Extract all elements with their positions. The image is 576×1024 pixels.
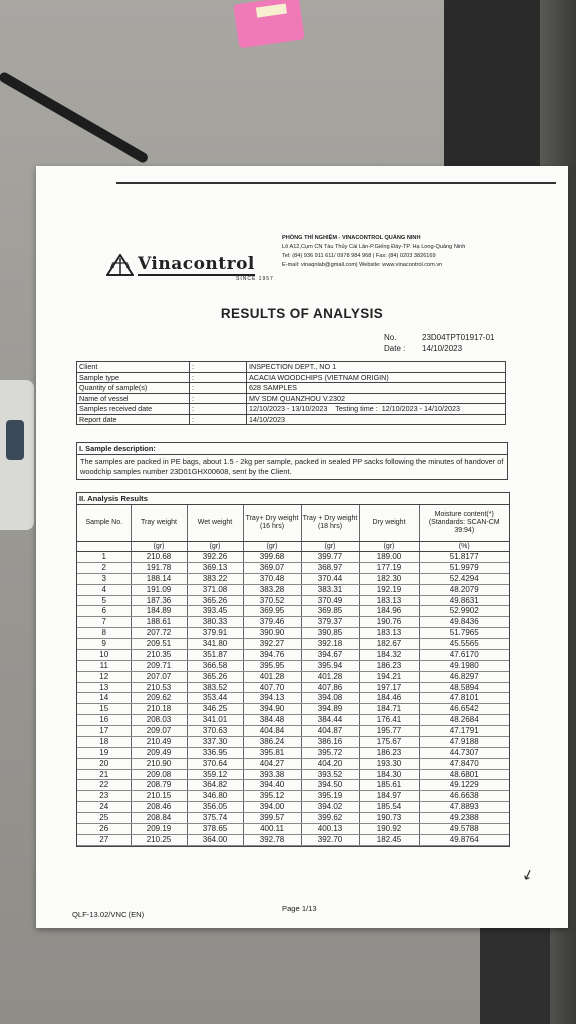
col-header: Tray weight [131,505,187,542]
table-cell: 14 [77,693,131,704]
table-cell: 207.72 [131,628,187,639]
table-cell: 404.20 [301,758,359,769]
table-cell: 13 [77,682,131,693]
table-cell: 394.50 [301,780,359,791]
table-cell: 49.1229 [419,780,509,791]
table-cell: 16 [77,715,131,726]
info-row: Sample type : ACACIA WOODCHIPS (VIETNAM ORIGIN) [77,372,506,383]
table-cell: 390.85 [301,628,359,639]
table-cell: 209.07 [131,726,187,737]
description-heading: I. Sample description: [77,443,507,455]
table-cell: 401.28 [243,671,301,682]
table-cell: 209.19 [131,823,187,834]
table-cell: 209.08 [131,769,187,780]
table-cell: 401.28 [301,671,359,682]
table-cell: 190.76 [359,617,419,628]
table-cell: 177.19 [359,562,419,573]
lab-email: E-mail: vinaqnlab@gmail.com| Website: www.vinacontrol.com.vn [282,262,443,268]
table-cell: 189.00 [359,552,419,563]
info-value: ACACIA WOODCHIPS (VIETNAM ORIGIN) [247,372,506,383]
table-row [77,595,509,606]
table-cell: 370.52 [243,595,301,606]
table-cell: 51.8177 [419,552,509,563]
table-cell: 392.27 [243,639,301,650]
table-cell: 48.2684 [419,715,509,726]
table-cell: 394.00 [243,802,301,813]
table-cell: 404.87 [301,726,359,737]
table-row [77,791,509,802]
info-row: Name of vessel : MV SDM QUANZHOU V.2302 [77,393,506,404]
table-cell: 392.26 [187,552,243,563]
table-cell: 400.11 [243,823,301,834]
table-cell: 394.76 [243,649,301,660]
table-row [77,813,509,824]
table-cell: 7 [77,617,131,628]
table-cell: 369.13 [187,562,243,573]
testing-time-value: 12/10/2023 - 14/10/2023 [381,404,461,414]
table-cell: 184.97 [359,791,419,802]
table-cell: 365.26 [187,595,243,606]
table-cell: 368.97 [301,562,359,573]
table-cell: 380.33 [187,617,243,628]
table-cell: 209.62 [131,693,187,704]
table-cell: 399.57 [243,813,301,824]
date-label: Date : [384,344,406,353]
unit-cell: (gr) [359,542,419,552]
table-row [77,780,509,791]
table-cell: 15 [77,704,131,715]
report-date: 14/10/2023 [422,344,463,353]
table-cell: 20 [77,758,131,769]
info-table [76,361,506,425]
table-cell: 369.95 [243,606,301,617]
table-row [77,606,509,617]
table-cell: 346.25 [187,704,243,715]
table-cell: 210.15 [131,791,187,802]
table-cell: 209.49 [131,747,187,758]
table-cell: 399.62 [301,813,359,824]
results-table [77,505,509,846]
table-row [77,704,509,715]
unit-cell: (gr) [243,542,301,552]
table-cell: 366.58 [187,660,243,671]
report-meta [384,332,495,354]
table-cell: 184.71 [359,704,419,715]
info-label: Client [77,362,190,373]
table-cell: 49.8436 [419,617,509,628]
table-cell: 191.09 [131,584,187,595]
table-cell: 176.41 [359,715,419,726]
table-row [77,649,509,660]
header-rule [116,182,556,184]
table-cell: 18 [77,736,131,747]
table-row [77,736,509,747]
table-cell: 8 [77,628,131,639]
table-cell: 182.45 [359,834,419,845]
table-cell: 365.26 [187,671,243,682]
table-cell: 48.5894 [419,682,509,693]
info-value: MV SDM QUANZHOU V.2302 [247,393,506,404]
table-cell: 337.30 [187,736,243,747]
page-number: Page 1/13 [282,904,317,913]
table-cell: 51.7965 [419,628,509,639]
table-cell: 393.52 [301,769,359,780]
col-header: Moisture content(*) (Standards: SCAN-CM 39:94) [419,505,509,542]
table-cell: 190.92 [359,823,419,834]
table-cell: 208.03 [131,715,187,726]
table-cell: 356.05 [187,802,243,813]
table-cell: 383.22 [187,573,243,584]
table-cell: 11 [77,660,131,671]
table-cell: 370.49 [301,595,359,606]
table-cell: 394.67 [301,649,359,660]
table-row [77,552,509,563]
table-cell: 47.8470 [419,758,509,769]
scales-icon [106,254,134,276]
lab-contact [282,234,572,270]
table-cell: 22 [77,780,131,791]
table-cell: 52.4294 [419,573,509,584]
table-row [77,617,509,628]
vinacontrol-logo [106,252,278,278]
unit-cell: (gr) [301,542,359,552]
table-cell: 390.90 [243,628,301,639]
table-cell: 1 [77,552,131,563]
table-cell: 383.31 [301,584,359,595]
table-cell: 183.13 [359,595,419,606]
table-cell: 395.19 [301,791,359,802]
lab-name: PHÒNG THÍ NGHIỆM - VINACONTROL QUẢNG NINH [282,235,421,241]
table-cell: 47.8101 [419,693,509,704]
info-row: Samples received date : 12/10/2023 - 13/10/2023 Testing time : 12/10/2023 - 14/10/2023 [77,404,506,415]
table-cell: 183.13 [359,628,419,639]
table-cell: 47.8893 [419,802,509,813]
table-cell: 394.40 [243,780,301,791]
table-cell: 404.27 [243,758,301,769]
table-cell: 182.30 [359,573,419,584]
unit-cell [77,542,131,552]
table-cell: 195.77 [359,726,419,737]
table-row [77,834,509,845]
table-cell: 184.32 [359,649,419,660]
testing-time-label: Testing time : [335,404,378,414]
table-cell: 49.2388 [419,813,509,824]
table-cell: 209.51 [131,639,187,650]
table-cell: 188.61 [131,617,187,628]
table-cell: 46.8297 [419,671,509,682]
table-cell: 9 [77,639,131,650]
table-cell: 208.79 [131,780,187,791]
info-row: Report date : 14/10/2023 [77,414,506,425]
table-cell: 383.28 [243,584,301,595]
no-label: No. [384,333,397,342]
table-cell: 369.85 [301,606,359,617]
table-cell: 197.17 [359,682,419,693]
device-edge [0,380,34,530]
table-cell: 392.70 [301,834,359,845]
table-cell: 184.46 [359,693,419,704]
info-row: Client : INSPECTION DEPT., NO 1 [77,362,506,373]
table-cell: 17 [77,726,131,737]
table-cell: 6 [77,606,131,617]
info-label: Samples received date [77,404,190,415]
table-row [77,562,509,573]
table-cell: 394.02 [301,802,359,813]
table-cell: 188.14 [131,573,187,584]
table-row [77,660,509,671]
table-cell: 399.77 [301,552,359,563]
info-value: 628 SAMPLES [247,383,506,394]
table-cell: 46.6638 [419,791,509,802]
table-cell: 364.82 [187,780,243,791]
info-row: Quantity of sample(s) : 628 SAMPLES [77,383,506,394]
table-cell: 384.44 [301,715,359,726]
table-row [77,747,509,758]
table-cell: 27 [77,834,131,845]
table-cell: 375.74 [187,813,243,824]
table-cell: 392.78 [243,834,301,845]
table-cell: 341.01 [187,715,243,726]
table-cell: 351.87 [187,649,243,660]
col-header: Wet weight [187,505,243,542]
sample-description [76,442,508,480]
table-cell: 386.24 [243,736,301,747]
table-cell: 394.90 [243,704,301,715]
table-cell: 184.96 [359,606,419,617]
info-label: Report date [77,414,190,425]
table-row [77,682,509,693]
table-cell: 186.23 [359,660,419,671]
table-cell: 10 [77,649,131,660]
table-cell: 404.84 [243,726,301,737]
table-cell: 4 [77,584,131,595]
table-cell: 48.6801 [419,769,509,780]
table-cell: 383.52 [187,682,243,693]
table-row [77,573,509,584]
table-cell: 379.91 [187,628,243,639]
table-cell: 384.48 [243,715,301,726]
table-cell: 19 [77,747,131,758]
table-cell: 185.61 [359,780,419,791]
table-cell: 370.64 [187,758,243,769]
table-cell: 386.16 [301,736,359,747]
table-cell: 2 [77,562,131,573]
table-cell: 21 [77,769,131,780]
table-cell: 394.13 [243,693,301,704]
table-cell: 175.67 [359,736,419,747]
table-cell: 49.8631 [419,595,509,606]
table-cell: 392.18 [301,639,359,650]
table-cell: 370.63 [187,726,243,737]
info-value: 14/10/2023 [247,414,506,425]
table-cell: 378.65 [187,823,243,834]
table-cell: 379.37 [301,617,359,628]
results-heading: II. Analysis Results [77,493,509,505]
table-cell: 48.2079 [419,584,509,595]
info-label: Quantity of sample(s) [77,383,190,394]
table-cell: 364.00 [187,834,243,845]
lab-phone: Tel: (84) 936 911 611/ 0978 984 968 | Fax: (84) 0203 3826169 [282,253,436,259]
col-header: Sample No. [77,505,131,542]
col-header: Tray + Dry weight (18 hrs) [301,505,359,542]
table-cell: 182.67 [359,639,419,650]
info-label: Name of vessel [77,393,190,404]
table-cell: 49.1980 [419,660,509,671]
report-paper [36,166,568,928]
table-cell: 47.9188 [419,736,509,747]
table-cell: 191.78 [131,562,187,573]
unit-cell: (%) [419,542,509,552]
table-cell: 194.21 [359,671,419,682]
page-title: RESULTS OF ANALYSIS [220,306,384,321]
table-cell: 208.46 [131,802,187,813]
table-cell: 23 [77,791,131,802]
table-cell: 346.80 [187,791,243,802]
table-cell: 52.9902 [419,606,509,617]
table-cell: 336.95 [187,747,243,758]
table-cell: 5 [77,595,131,606]
table-row [77,693,509,704]
table-cell: 395.94 [301,660,359,671]
table-cell: 359.12 [187,769,243,780]
table-cell: 190.73 [359,813,419,824]
table-row [77,628,509,639]
info-label: Sample type [77,372,190,383]
unit-cell: (gr) [131,542,187,552]
table-row [77,726,509,737]
table-cell: 210.35 [131,649,187,660]
table-cell: 341.80 [187,639,243,650]
unit-cell: (gr) [187,542,243,552]
table-cell: 371.08 [187,584,243,595]
table-row [77,802,509,813]
table-cell: 395.72 [301,747,359,758]
handwritten-check-mark: ↙ [519,864,536,884]
table-cell: 184.30 [359,769,419,780]
table-cell: 207.07 [131,671,187,682]
table-row [77,584,509,595]
table-row [77,769,509,780]
table-cell: 394.89 [301,704,359,715]
table-cell: 12 [77,671,131,682]
table-cell: 210.53 [131,682,187,693]
dark-object-bottom [480,920,550,1024]
table-cell: 369.07 [243,562,301,573]
table-cell: 370.48 [243,573,301,584]
table-cell: 24 [77,802,131,813]
table-cell: 51.9979 [419,562,509,573]
brand-name: Vinacontrol [138,254,255,274]
table-cell: 399.68 [243,552,301,563]
table-cell: 394.08 [301,693,359,704]
table-row [77,715,509,726]
report-number: 23D04TPT01917-01 [422,333,495,342]
table-cell: 3 [77,573,131,584]
table-cell: 210.90 [131,758,187,769]
table-cell: 184.89 [131,606,187,617]
table-cell: 353.44 [187,693,243,704]
table-cell: 46.6542 [419,704,509,715]
table-cell: 210.25 [131,834,187,845]
table-cell: 395.81 [243,747,301,758]
info-value: INSPECTION DEPT., NO 1 [247,362,506,373]
analysis-results [76,492,510,847]
description-text: The samples are packed in PE bags, about 1.5 - 2kg per sample, packed in sealed PP sacks following the minutes of handover of woodchip samples number 23D01GHX00608, sent by the Client. [80,457,504,476]
table-row [77,823,509,834]
table-cell: 185.54 [359,802,419,813]
table-cell: 47.1791 [419,726,509,737]
table-row [77,639,509,650]
table-cell: 400.13 [301,823,359,834]
table-cell: 379.46 [243,617,301,628]
table-cell: 25 [77,813,131,824]
table-cell: 49.8764 [419,834,509,845]
table-cell: 26 [77,823,131,834]
table-cell: 209.71 [131,660,187,671]
table-cell: 208.84 [131,813,187,824]
table-cell: 210.49 [131,736,187,747]
lab-address: Lô A12,Cụm CN Tàu Thủy Cái Lân-P.Giếng Đáy-TP. Hạ Long-Quảng Ninh [282,244,466,250]
brand-since: SINCE 1957 [236,276,274,282]
table-cell: 47.6170 [419,649,509,660]
table-cell: 393.45 [187,606,243,617]
table-cell: 407.86 [301,682,359,693]
table-cell: 370.44 [301,573,359,584]
table-cell: 193.30 [359,758,419,769]
table-cell: 210.18 [131,704,187,715]
table-cell: 187.36 [131,595,187,606]
table-cell: 395.12 [243,791,301,802]
info-value: 12/10/2023 - 13/10/2023 Testing time : 12/10/2023 - 14/10/2023 [247,404,506,415]
form-code: QLF-13.02/VNC (EN) [72,910,145,919]
table-cell: 186.23 [359,747,419,758]
table-row [77,671,509,682]
table-cell: 393.38 [243,769,301,780]
table-cell: 407.70 [243,682,301,693]
table-cell: 192.19 [359,584,419,595]
col-header: Tray+ Dry weight (16 hrs) [243,505,301,542]
table-cell: 49.5788 [419,823,509,834]
table-cell: 45.5565 [419,639,509,650]
table-cell: 395.95 [243,660,301,671]
table-cell: 44.7307 [419,747,509,758]
col-header: Dry weight [359,505,419,542]
table-row [77,758,509,769]
table-cell: 210.68 [131,552,187,563]
results-body [77,552,509,846]
